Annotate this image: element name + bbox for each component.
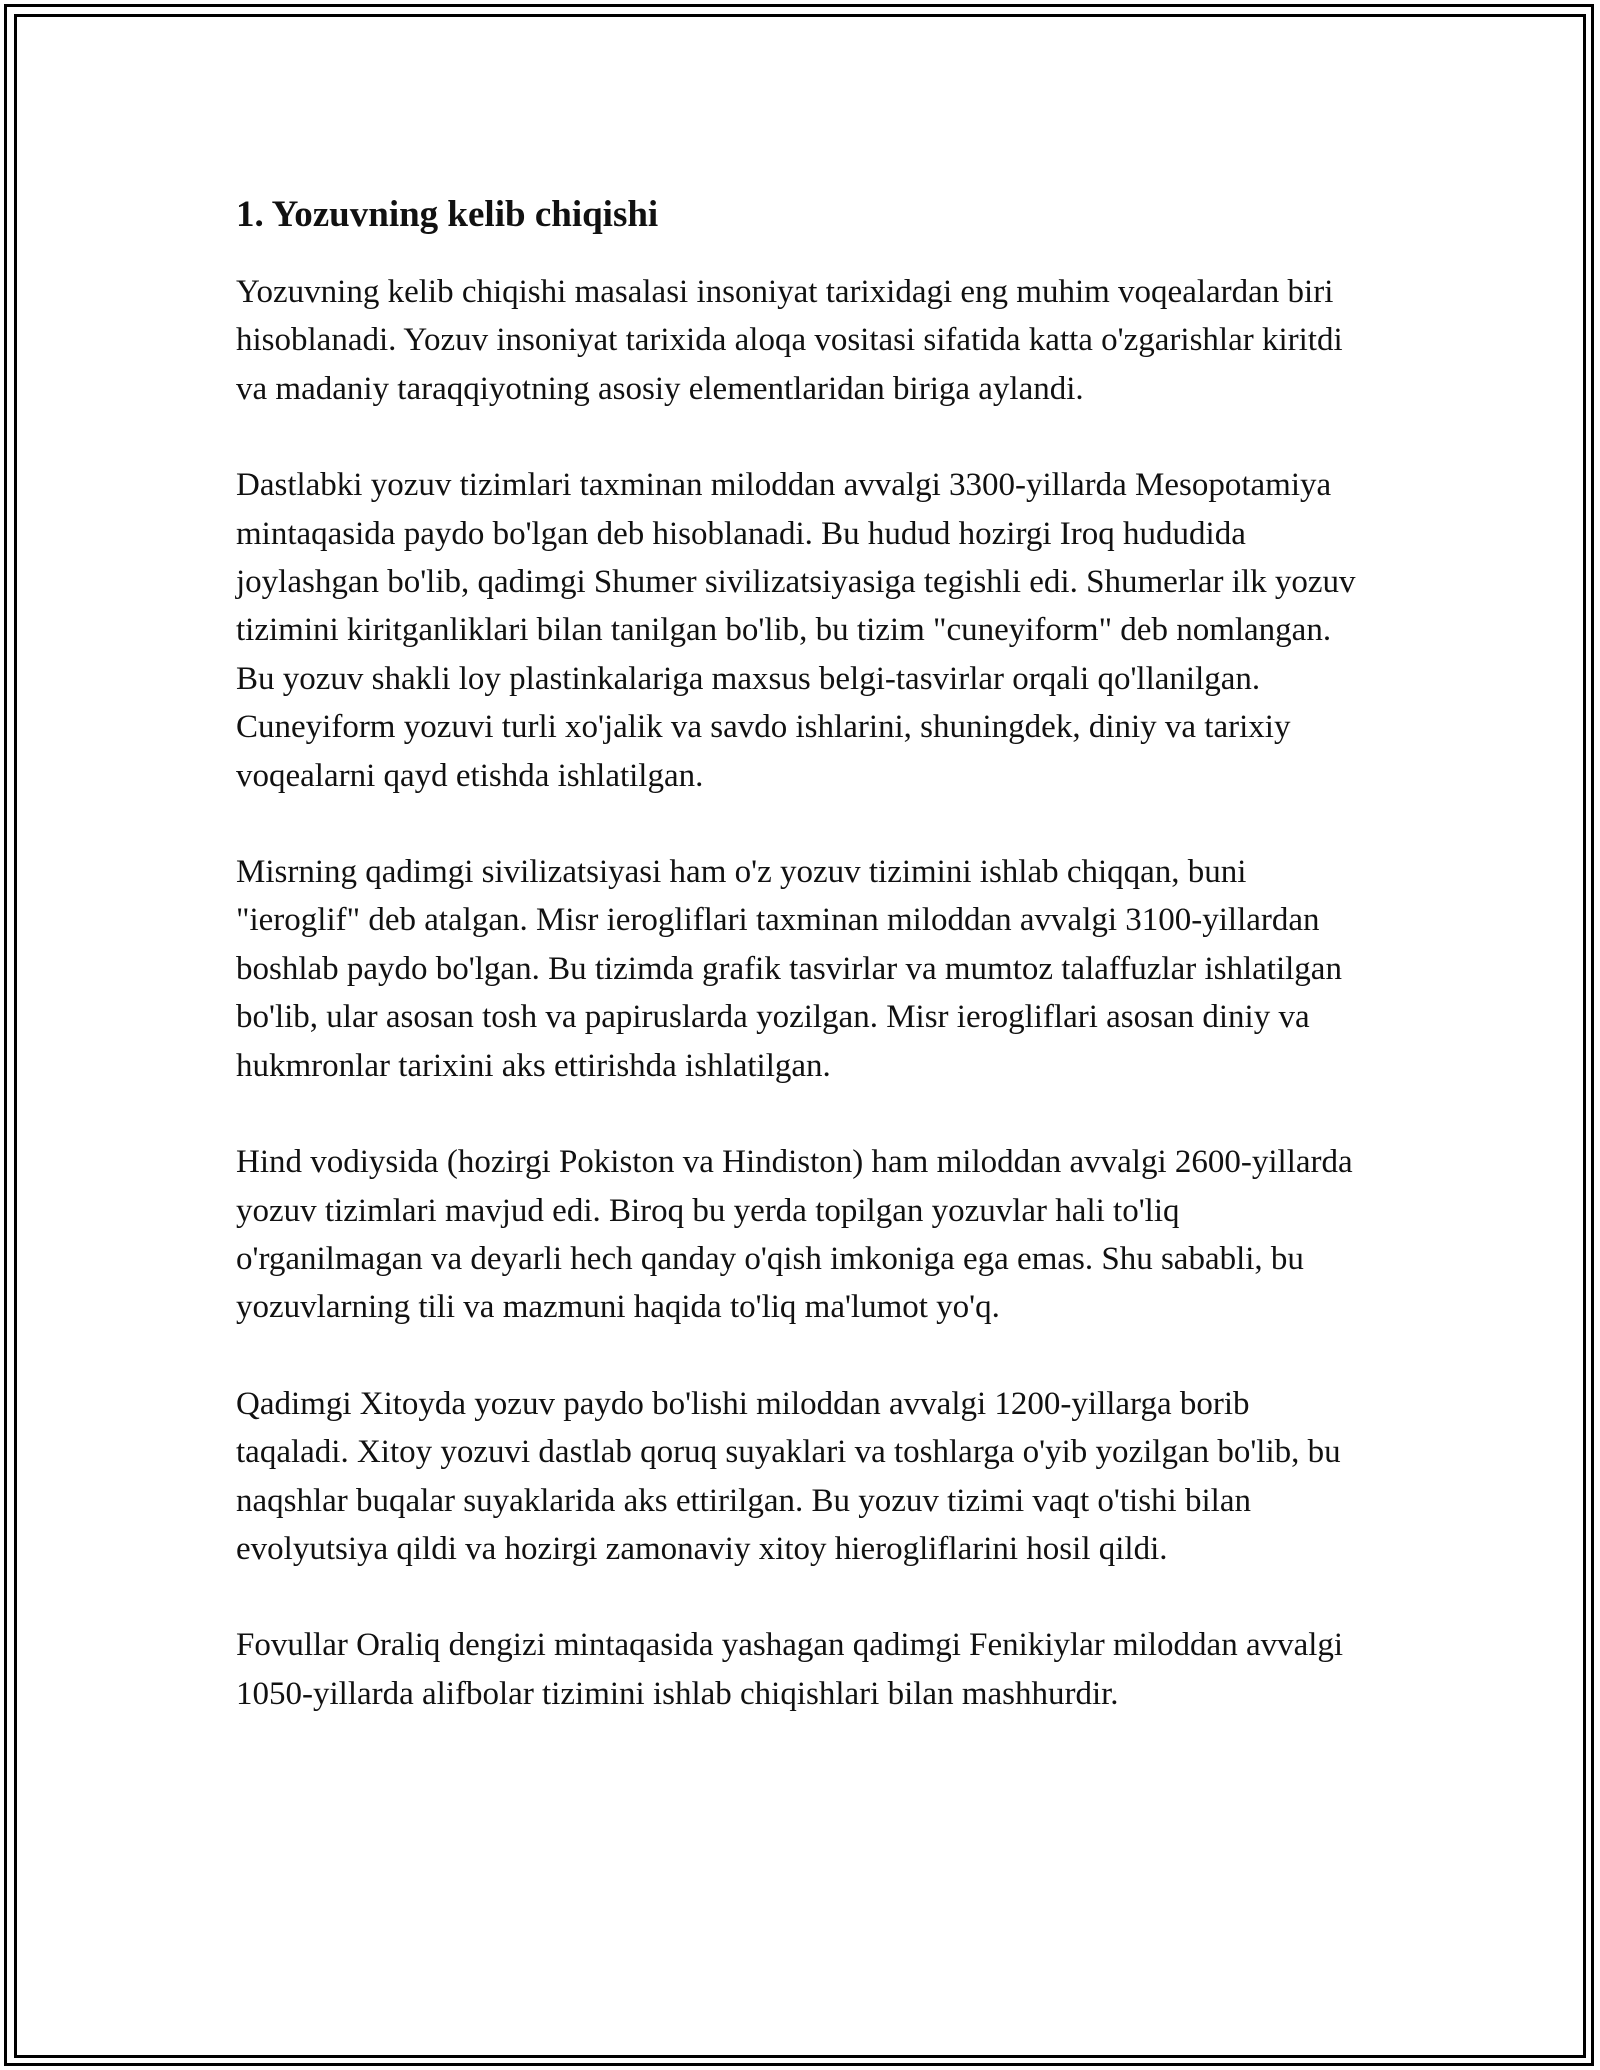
paragraph-mesopotamia: Dastlabki yozuv tizimlari taxminan miloddan avvalgi 3300-yillarda Mesopotamiya mintaqasida paydo bo'lgan deb hisoblanadi. Bu hudud hozirgi Iroq hududida joylashgan bo'lib, qadimgi Shumer sivilizatsiyasiga tegishli edi. Shumerlar ilk yozuv tizimini kiritganliklari bilan tanilgan bo'lib, bu tizim "cuneyiform" deb nomlangan. Bu yozuv shakli loy plastinkalariga maxsus belgi-tasvirlar orqali qo'llanilgan. Cuneyiform yozuvi turli xo'jalik va savdo ishlarini, shuningdek, diniy va tarixiy voqealarni qayd etishda ishlatilgan. — [236, 467, 1356, 794]
paragraph-phoenicia: Fovullar Oraliq dengizi mintaqasida yashagan qadimgi Fenikiylar miloddan avvalgi 1050-yillarda alifbolar tizimini ishlab chiqishlari bilan mashhurdir. — [236, 1627, 1344, 1712]
paragraph-intro: Yozuvning kelib chiqishi masalasi insoniyat tarixidagi eng muhim voqealardan biri hisoblanadi. Yozuv insoniyat tarixida aloqa vositasi sifatida katta o'zgarishlar kiritdi va madaniy taraqqiyotning asosiy elementlaridan biriga aylandi. — [236, 274, 1343, 407]
section-heading: 1. Yozuvning kelib chiqishi — [236, 194, 659, 235]
paragraph-egypt: Misrning qadimgi sivilizatsiyasi ham o'z yozuv tizimini ishlab chiqqan, buni "ieroglif" deb atalgan. Misr ierogliflari taxminan miloddan avvalgi 3100-yillardan boshlab paydo bo'lgan. Bu tizimda grafik tasvirlar va mumtoz talaffuzlar ishlatilgan bo'lib, ular asosan tosh va papiruslarda yozilgan. Misr ierogliflari asosan diniy va hukmronlar tarixini aks ettirishda ishlatilgan. — [236, 854, 1342, 1084]
paragraph-china: Qadimgi Xitoyda yozuv paydo bo'lishi miloddan avvalgi 1200-yillarga borib taqaladi. Xitoy yozuvi dastlab qoruq suyaklari va toshlarga o'yib yozilgan bo'lib, bu naqshlar buqalar suyaklarida aks ettirilgan. Bu yozuv tizimi vaqt o'tishi bilan evolyutsiya qildi va hozirgi zamonaviy xitoy hierogliflarini hosil qildi. — [236, 1385, 1341, 1567]
document-body — [236, 186, 1370, 1766]
paragraph-indus-valley: Hind vodiysida (hozirgi Pokiston va Hindiston) ham miloddan avvalgi 2600-yillarda yozuv tizimlari mavjud edi. Biroq bu yerda topilgan yozuvlar hali to'liq o'rganilmagan va deyarli hech qanday o'qish imkoniga ega emas. Shu sababli, bu yozuvlarning tili va mazmuni haqida to'liq ma'lumot yo'q. — [236, 1144, 1353, 1326]
